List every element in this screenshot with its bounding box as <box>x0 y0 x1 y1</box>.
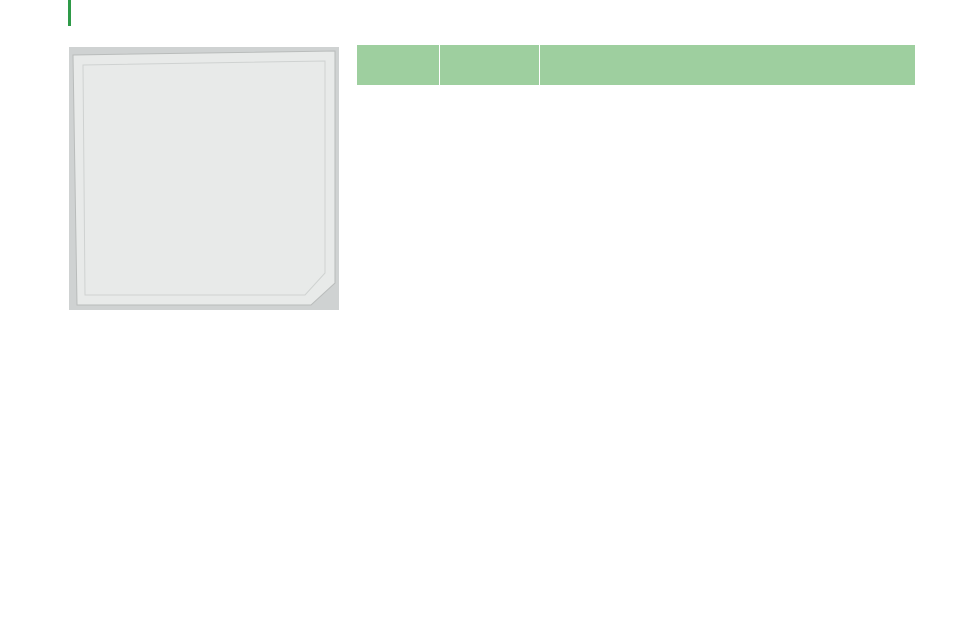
fuse-box-illustration <box>69 47 339 310</box>
fuse-table <box>357 45 915 86</box>
table-header-row <box>357 45 915 86</box>
header-amp <box>439 45 539 86</box>
fuse-box-diagram <box>69 47 339 310</box>
header-fuse-number <box>357 45 439 86</box>
header-purpose <box>539 45 915 86</box>
side-accent-bar <box>68 0 71 26</box>
